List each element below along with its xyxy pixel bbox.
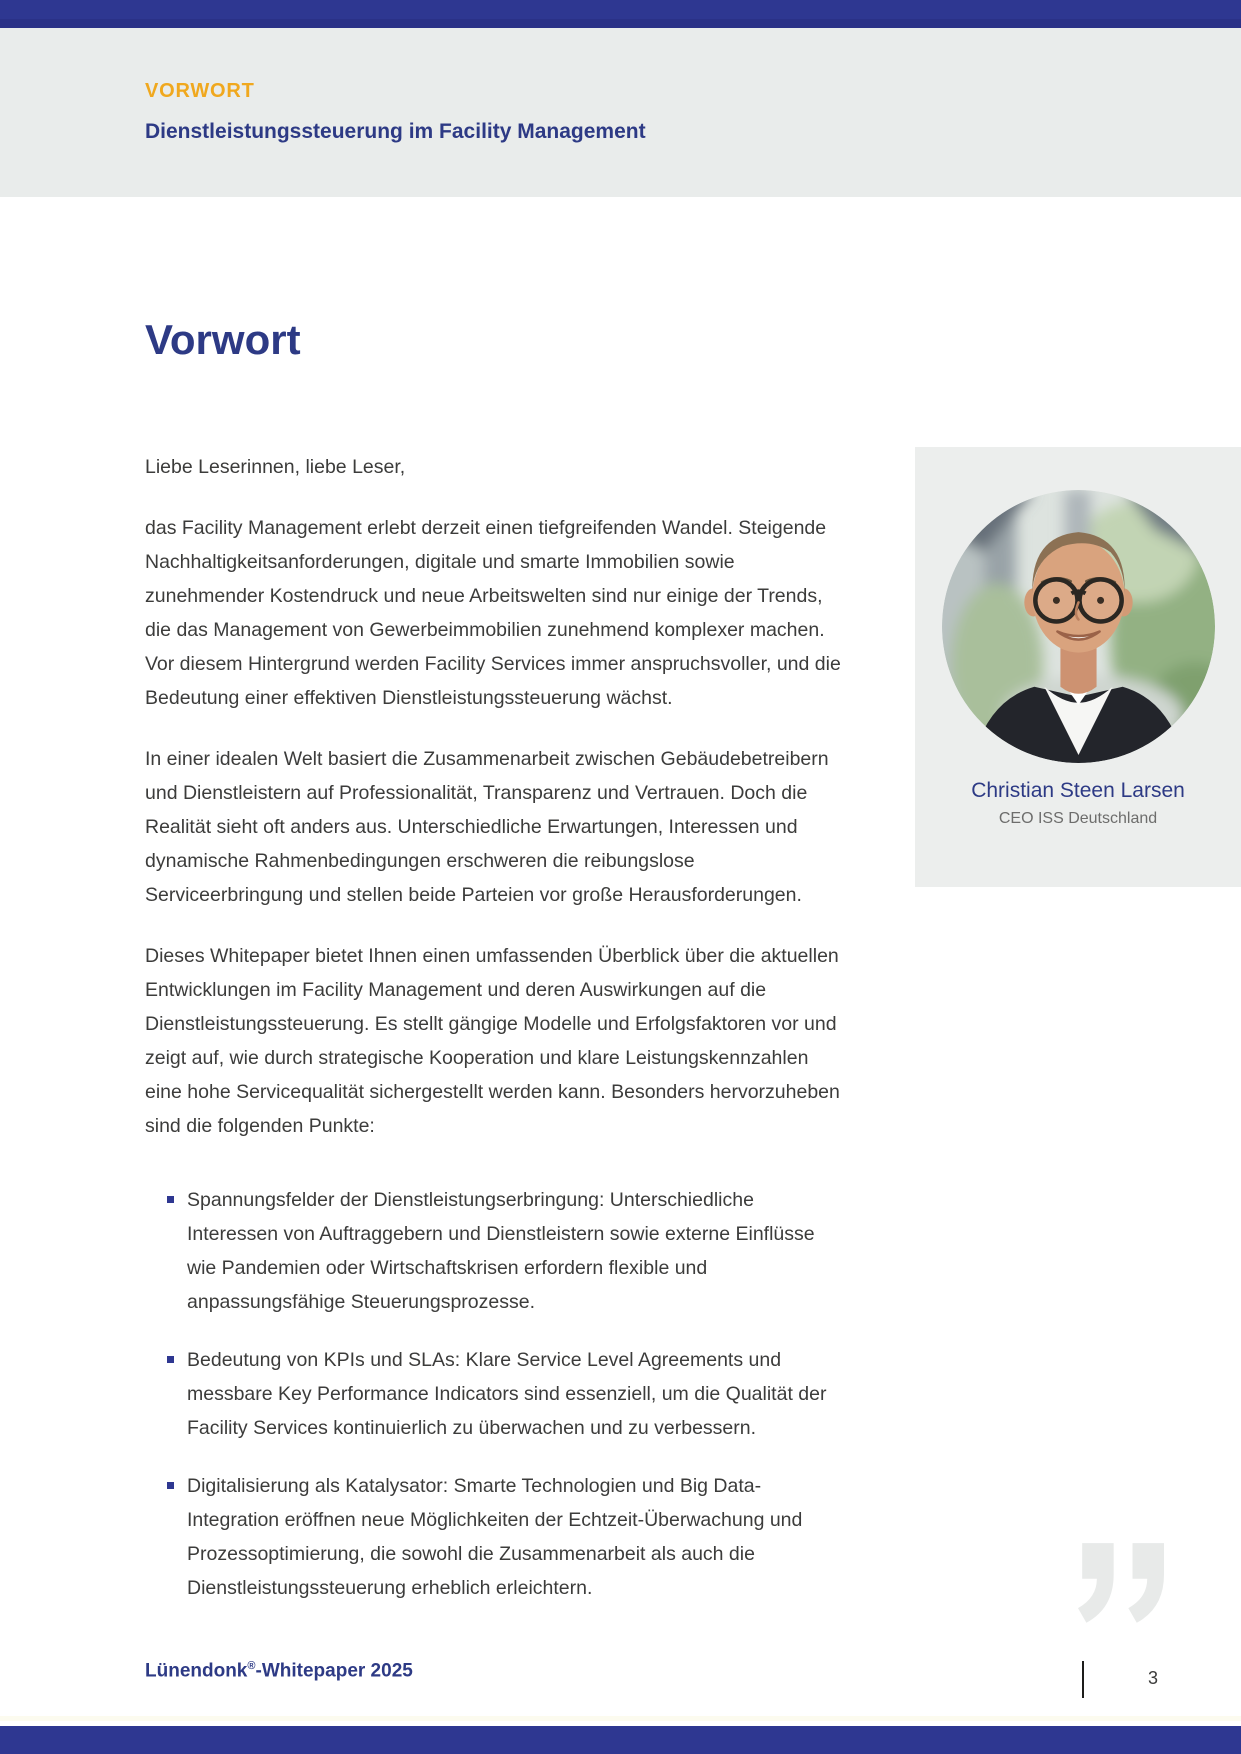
bullet-list: [145, 1183, 845, 1605]
list-item-text: Bedeutung von KPIs und SLAs: Klare Service Level Agreements und messbare Key Performance Indicators sind essenziell, um die Qualität der Facility Services kontinuierlich zu überwachen und zu verbessern.: [187, 1349, 827, 1439]
quotation-mark-icon: [1078, 1542, 1164, 1626]
author-role: CEO ISS Deutschland: [998, 810, 1158, 827]
header-band: [0, 28, 1241, 197]
footer-divider: [1082, 1661, 1084, 1698]
top-brand-bar-accent: [0, 19, 1241, 28]
portrait-photo: [942, 490, 1215, 763]
bottom-brand-bar: [0, 1726, 1241, 1754]
registered-mark: ®: [247, 1660, 256, 1672]
list-item-text: Digitalisierung als Katalysator: Smarte Technologien und Big Data-Integration eröffnen neue Möglichkeiten der Echtzeit-Überwachung und Prozessoptimierung, die sowohl die Zusammenarbeit als auch die Dienstleistungssteuerung erheblich erleichtern.: [187, 1475, 803, 1599]
bullet-square-icon: [167, 1482, 174, 1489]
page-title: Vorwort: [145, 316, 301, 363]
bullet-square-icon: [167, 1196, 174, 1203]
footer-accent-line: [0, 1716, 1241, 1721]
body-text-column: [145, 450, 845, 1629]
bullet-square-icon: [167, 1356, 174, 1363]
paragraph: In einer idealen Welt basiert die Zusammenarbeit zwischen Gebäudebetreibern und Dienstleistern auf Professionalität, Transparenz und Vertrauen. Doch die Realität sieht oft anders aus. Unterschiedliche Erwartungen, Interessen und dynamische Rahmenbedingungen erschweren die reibungslose Serviceerbringung und stellen beide Parteien vor große Herausforderungen.: [145, 748, 829, 906]
author-profile-card: [915, 447, 1241, 887]
salutation: Liebe Leserinnen, liebe Leser,: [145, 456, 406, 478]
footer-title-suffix: -Whitepaper 2025: [255, 1660, 413, 1682]
document-subtitle: Dienstleistungssteuerung im Facility Management: [145, 120, 646, 143]
footer-brand: [145, 1660, 413, 1682]
author-name: Christian Steen Larsen: [971, 779, 1185, 802]
list-item-text: Spannungsfelder der Dienstleistungserbringung: Unterschiedliche Interessen von Auftraggebern und Dienstleistern sowie externe Einflüsse wie Pandemien oder Wirtschaftskrisen erfordern flexible und anpassungsfähige Steuerungsprozesse.: [187, 1189, 815, 1313]
list-item: [145, 1469, 845, 1605]
top-brand-bar: [0, 0, 1241, 28]
page-number: 3: [1148, 1668, 1159, 1688]
paragraph: das Facility Management erlebt derzeit einen tiefgreifenden Wandel. Steigende Nachhaltigkeitsanforderungen, digitale und smarte Immobilien sowie zunehmender Kostendruck und neue Arbeitswelten sind nur einige der Trends, die das Management von Gewerbeimmobilien zunehmend komplexer machen. Vor diesem Hintergrund werden Facility Services immer anspruchsvoller, und die Bedeutung einer effektiven Dienstleistungssteuerung wächst.: [145, 517, 841, 709]
list-item: [145, 1183, 845, 1319]
footer-brand-name: Lünendonk: [145, 1660, 248, 1682]
section-eyebrow: VORWORT: [145, 80, 255, 102]
list-item: [145, 1343, 845, 1445]
paragraph: Dieses Whitepaper bietet Ihnen einen umfassenden Überblick über die aktuellen Entwicklungen im Facility Management und deren Auswirkungen auf die Dienstleistungssteuerung. Es stellt gängige Modelle und Erfolgsfaktoren vor und zeigt auf, wie durch strategische Kooperation und klare Leistungskennzahlen eine hohe Servicequalität sichergestellt werden kann. Besonders hervorzuheben sind die folgenden Punkte:: [145, 945, 840, 1137]
